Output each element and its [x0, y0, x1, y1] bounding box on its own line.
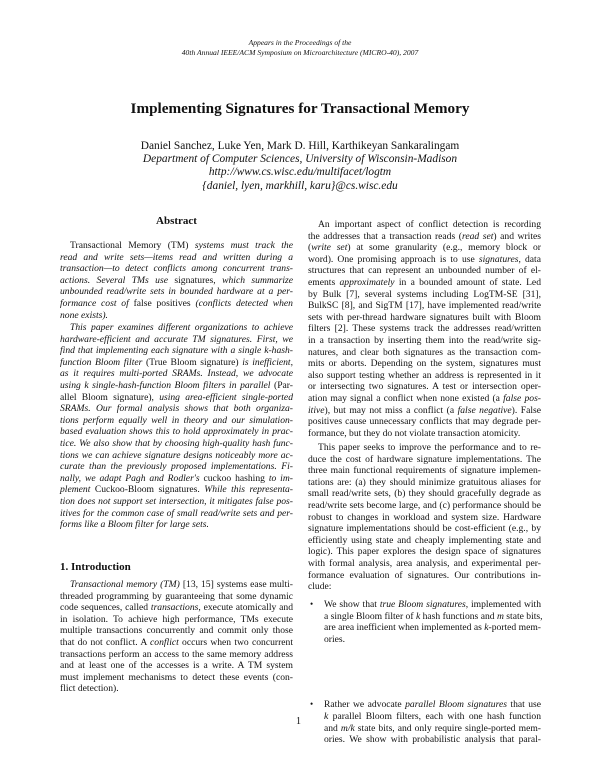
author-names: Daniel Sanchez, Luke Yen, Mark D. Hill, Karthikeyan Sankaralingam — [140, 140, 460, 152]
text-line — [324, 599, 541, 611]
text-line — [60, 310, 293, 322]
text-run: This paper seeks to improve the performance and to re- — [318, 442, 541, 453]
introduction-paragraph — [308, 442, 541, 593]
introduction-paragraph — [60, 579, 293, 695]
text-run: small read/write sets, (b) they should gracefully degrade as — [308, 488, 541, 500]
text-line — [60, 263, 293, 275]
bullet-text — [324, 599, 541, 645]
text-run: filters [2]. These systems track the addresses read/written — [308, 323, 541, 335]
italic-text: conflict — [150, 636, 179, 648]
proceedings-line-1: Appears in the Proceedings of the — [248, 38, 352, 47]
text-run: in a bounded amount of state. Led — [394, 276, 541, 288]
italic-text: tion does not support set intersection, it mitigates false pos- — [60, 495, 293, 507]
italic-text: curate than the previously proposed implementations. Fi- — [60, 461, 293, 473]
text-line — [308, 570, 541, 582]
text-run: false positives — [133, 297, 196, 309]
text-run: state bits, — [503, 610, 543, 622]
text-run: clude: — [308, 581, 332, 593]
text-line — [308, 347, 541, 359]
text-line — [308, 231, 541, 243]
text-line — [324, 699, 541, 711]
italic-text: function Bloom filter — [60, 356, 146, 368]
text-run: code sequences, called — [60, 602, 151, 614]
italic-text: signatures — [478, 253, 519, 265]
italic-text: to im- — [268, 472, 293, 484]
text-run: ), but may not miss a conflict (a — [324, 404, 458, 416]
text-line — [60, 683, 293, 695]
text-run: signatures, — [174, 274, 223, 286]
text-line — [60, 403, 293, 415]
text-line — [60, 438, 293, 450]
text-run: robust to changes in workload and system size. Hardware — [308, 511, 541, 523]
text-line — [308, 312, 541, 324]
text-run: [13, 15] systems ease multi- — [182, 579, 293, 590]
text-line — [60, 519, 293, 531]
text-line — [308, 242, 541, 254]
text-run: We show that — [324, 599, 380, 610]
italic-text: write set — [311, 242, 348, 254]
italic-text: tions perform equally well in theory and our simulation- — [60, 414, 293, 426]
italic-text: Transactional memory (TM) — [70, 579, 183, 590]
text-line — [308, 535, 541, 547]
text-line — [308, 477, 541, 489]
text-line — [308, 358, 541, 370]
text-run: signature implementations should be cost-efficient (e.g., by — [308, 523, 541, 535]
text-line — [60, 322, 293, 334]
project-url[interactable]: http://www.cs.wisc.edu/multifacet/logtm — [208, 166, 392, 179]
italic-text: using area-efficient single-ported — [159, 391, 293, 403]
bullet-icon: • — [310, 699, 314, 710]
text-line — [308, 465, 541, 477]
text-run: ). False — [511, 404, 541, 416]
text-line — [308, 289, 541, 301]
text-run: structures that can represent an unbounded number of el- — [308, 265, 541, 277]
author-block — [0, 140, 600, 193]
text-line — [60, 415, 293, 427]
italic-text: which summarize — [222, 274, 293, 286]
text-line — [308, 454, 541, 466]
text-run: a single Bloom filter of — [324, 610, 416, 622]
text-line — [60, 426, 293, 438]
text-line — [308, 581, 541, 593]
italic-text: tice. We also show that by choosing high-quality hash func- — [60, 437, 293, 449]
text-run: ements — [308, 276, 340, 288]
text-run: ) at some granularity (e.g., memory block or — [347, 242, 541, 254]
text-run: by Bulk [7], several systems including LogTM-SE [31], — [308, 288, 541, 300]
text-line — [308, 370, 541, 382]
italic-text: This paper examines different organizations to achieve — [70, 322, 293, 333]
text-run: threaded programming by guaranteeing that some dynamic — [60, 590, 293, 602]
italic-text: find that implementing each signature with a single k-hash- — [60, 345, 293, 357]
text-run: Rather we advocate — [324, 699, 406, 711]
italic-text: false negative — [457, 404, 512, 416]
text-run: are area inefficient when implemented as — [324, 622, 485, 634]
italic-text: hardware-efficient and accurate TM signatures. First, we — [60, 333, 293, 345]
author-emails: {daniel, lyen, markhill, karu}@cs.wisc.edu — [202, 179, 398, 192]
italic-text: parallel Bloom signatures — [405, 699, 507, 711]
text-line — [308, 265, 541, 277]
italic-text: none exists). — [60, 309, 108, 321]
abstract-paragraph — [60, 322, 293, 531]
italic-text: SRAMs. Our formal analysis shows that both organiza- — [60, 403, 293, 415]
italic-text: unbounded read/write sets in bounded hardware at a per- — [60, 286, 293, 298]
text-line — [308, 405, 541, 417]
text-line — [60, 392, 293, 404]
text-line — [308, 523, 541, 535]
italic-text: based evaluation shows this to hold approximately in prac- — [60, 426, 293, 438]
text-run: , implemented with — [465, 599, 541, 610]
text-run: sets with per-thread hardware signatures built with Bloom — [308, 311, 541, 323]
italic-text: approximately — [339, 276, 395, 288]
text-line — [308, 416, 541, 428]
text-run: occurs when two concurrent — [178, 636, 293, 648]
italic-text: m/k — [340, 722, 355, 734]
text-line — [308, 381, 541, 393]
text-line — [308, 546, 541, 558]
text-line — [60, 473, 293, 485]
italic-text: m — [496, 610, 504, 622]
italic-text: read and write sets—items read and written during a — [60, 251, 293, 263]
text-line — [60, 614, 293, 626]
abstract-heading: Abstract — [156, 215, 197, 227]
text-line — [60, 672, 293, 684]
text-line — [60, 450, 293, 462]
text-line — [60, 579, 293, 591]
text-run: and at least one of the accesses is a write. A TM system — [60, 660, 293, 672]
text-line — [60, 484, 293, 496]
text-run: ation may signal a conflict when none existed (a — [308, 392, 504, 404]
text-line — [60, 637, 293, 649]
text-run: word). One promising approach is to use — [308, 253, 479, 265]
text-run: flict detection). — [60, 683, 119, 695]
text-run: multiple transactions concurrently and commit only those — [60, 625, 293, 637]
bullet-icon: • — [310, 599, 314, 609]
italic-text: as it requires multi-ported SRAMs. Instead, we advocate — [60, 368, 293, 380]
text-line — [60, 602, 293, 614]
text-run: Transactional Memory (TM) — [70, 240, 195, 251]
italic-text: While this representa- — [204, 484, 293, 496]
text-line — [308, 428, 541, 440]
italic-text: actions. Several TMs use — [60, 274, 175, 286]
italic-text: k — [324, 710, 329, 722]
text-line — [308, 277, 541, 289]
text-line — [60, 649, 293, 661]
text-run: formance, but they do not violate transaction atomicity. — [308, 427, 521, 439]
italic-text: (conflicts detected when — [195, 297, 293, 309]
text-line — [60, 275, 293, 287]
text-run: transactions perform an access to the same memory address — [60, 648, 293, 660]
text-run: and — [324, 722, 341, 734]
text-run: (True Bloom signature) — [145, 356, 243, 368]
text-run: the addresses that a transaction reads ( — [308, 230, 462, 242]
text-line — [60, 380, 293, 392]
text-run: (Par- — [274, 379, 293, 391]
text-line — [324, 711, 541, 723]
text-line — [60, 298, 293, 310]
text-run: logic). This paper explores the design space of signatures — [308, 546, 541, 558]
text-line — [324, 723, 541, 735]
text-line — [60, 660, 293, 672]
text-run: read/write sets become large, and (c) performance should be — [308, 499, 541, 511]
italic-text: itive — [308, 404, 325, 416]
italic-text: using k single-hash-function Bloom filters in parallel — [60, 379, 274, 391]
text-run: positives cause unnecessary conflicts that may degrade per- — [308, 416, 541, 428]
italic-text: k — [415, 610, 421, 622]
text-run: natures, and clear both signatures as the transaction com- — [308, 346, 541, 358]
text-line — [308, 442, 541, 454]
text-line — [60, 357, 293, 369]
text-line — [308, 254, 541, 266]
text-line — [308, 393, 541, 405]
text-line — [60, 591, 293, 603]
page-number: 1 — [296, 716, 301, 727]
text-line — [60, 368, 293, 380]
text-line — [60, 496, 293, 508]
text-line — [60, 345, 293, 357]
text-run: hash functions and — [420, 610, 497, 622]
text-run: must implement mechanisms to detect these events (con- — [60, 671, 293, 683]
italic-text: forms like a Bloom filter for large sets. — [60, 519, 209, 531]
text-line — [308, 488, 541, 500]
italic-text: transaction—to detect conflicts among concurrent trans- — [60, 263, 293, 275]
text-run: three main functional requirements of signature implemen- — [308, 465, 541, 477]
italic-text: read set — [461, 230, 494, 242]
text-run: or intersecting two signatures. A test or intersection oper- — [308, 381, 541, 393]
italic-text: itives for the common case of small read/write sets and per- — [60, 507, 293, 519]
italic-text: systems must track the — [194, 240, 293, 251]
text-run: that do not conflict. A — [60, 636, 151, 648]
text-run: , data — [518, 253, 541, 265]
text-line — [308, 323, 541, 335]
text-line — [60, 334, 293, 346]
paper-title: Implementing Signatures for Transactional Memory — [130, 100, 470, 117]
text-run: ) and writes — [493, 230, 541, 242]
italic-text: formance cost of — [60, 297, 134, 309]
text-run: that use — [506, 699, 541, 711]
text-run: with formal analysis, area analysis, and experimental per- — [308, 557, 541, 569]
text-line — [308, 500, 541, 512]
bullet-text — [324, 699, 541, 745]
italic-text: transactions — [150, 602, 199, 614]
italic-text: tions we can achieve signature designs noticeably more ac- — [60, 449, 293, 461]
introduction-heading: 1. Introduction — [60, 561, 131, 573]
text-run: in a transaction by inserting them into the read/write sig- — [308, 334, 541, 346]
text-run: tations are: (a) they should minimize gratuitous aliases for — [308, 476, 541, 488]
text-run: cuckoo hashing — [203, 472, 269, 484]
text-line — [60, 252, 293, 264]
text-run: ories. — [324, 633, 346, 645]
text-line — [308, 512, 541, 524]
text-line — [324, 611, 541, 623]
abstract-paragraph — [60, 240, 293, 321]
contribution-bullet — [308, 699, 541, 745]
text-line — [60, 240, 293, 252]
italic-text: is inefficient, — [242, 356, 293, 368]
text-run: also support testing whether an address is represented in it — [308, 369, 541, 381]
text-run: state bits, and only require single-ported mem- — [354, 722, 541, 734]
text-line — [308, 219, 541, 231]
text-run: Cuckoo-Bloom signatures. — [94, 484, 205, 496]
text-line — [324, 734, 541, 746]
italic-text: false pos- — [503, 392, 541, 404]
text-line — [324, 622, 541, 634]
text-run: -ported mem- — [488, 622, 541, 634]
text-run: , execute atomically and — [198, 602, 293, 614]
text-line — [324, 634, 541, 646]
text-line — [60, 508, 293, 520]
proceedings-note — [0, 38, 600, 58]
text-run: duce the cost of hardware signature implementations. The — [308, 453, 541, 465]
text-run: ( — [308, 242, 312, 254]
text-run: efficiently using state and cheaply implementing state and — [308, 534, 541, 546]
text-line — [60, 461, 293, 473]
author-affiliation: Department of Computer Sciences, University of Wisconsin-Madison — [142, 153, 458, 166]
text-line — [60, 286, 293, 298]
italic-text: plement — [60, 484, 95, 496]
contribution-bullet — [308, 599, 541, 645]
italic-text: k — [484, 622, 489, 634]
text-run: An important aspect of conflict detection is recording — [318, 219, 541, 230]
text-run: formance evaluation of signatures. Our contributions in- — [308, 569, 541, 581]
text-run: allel Bloom signature), — [60, 391, 160, 403]
text-line — [308, 335, 541, 347]
italic-text: true Bloom signatures — [379, 599, 466, 610]
text-run: parallel Bloom filters, each with one hash function — [328, 710, 541, 722]
introduction-paragraph — [308, 219, 541, 439]
text-run: mits or aborts. Depending on the system, signatures must — [308, 358, 541, 370]
text-line — [308, 300, 541, 312]
proceedings-line-2: 40th Annual IEEE/ACM Symposium on Microarchitecture (MICRO-40), 2007 — [181, 48, 419, 57]
text-run: ories. We show with probabilistic analysis that paral- — [324, 734, 541, 746]
text-run: BulkSC [8], and SigTM [17], have implemented read/write — [308, 300, 541, 312]
text-line — [60, 625, 293, 637]
text-line — [308, 558, 541, 570]
text-run: in isolation. To achieve high performance, TMs execute — [60, 613, 293, 625]
italic-text: nally, we adapt Pagh and Rodler's — [60, 472, 204, 484]
